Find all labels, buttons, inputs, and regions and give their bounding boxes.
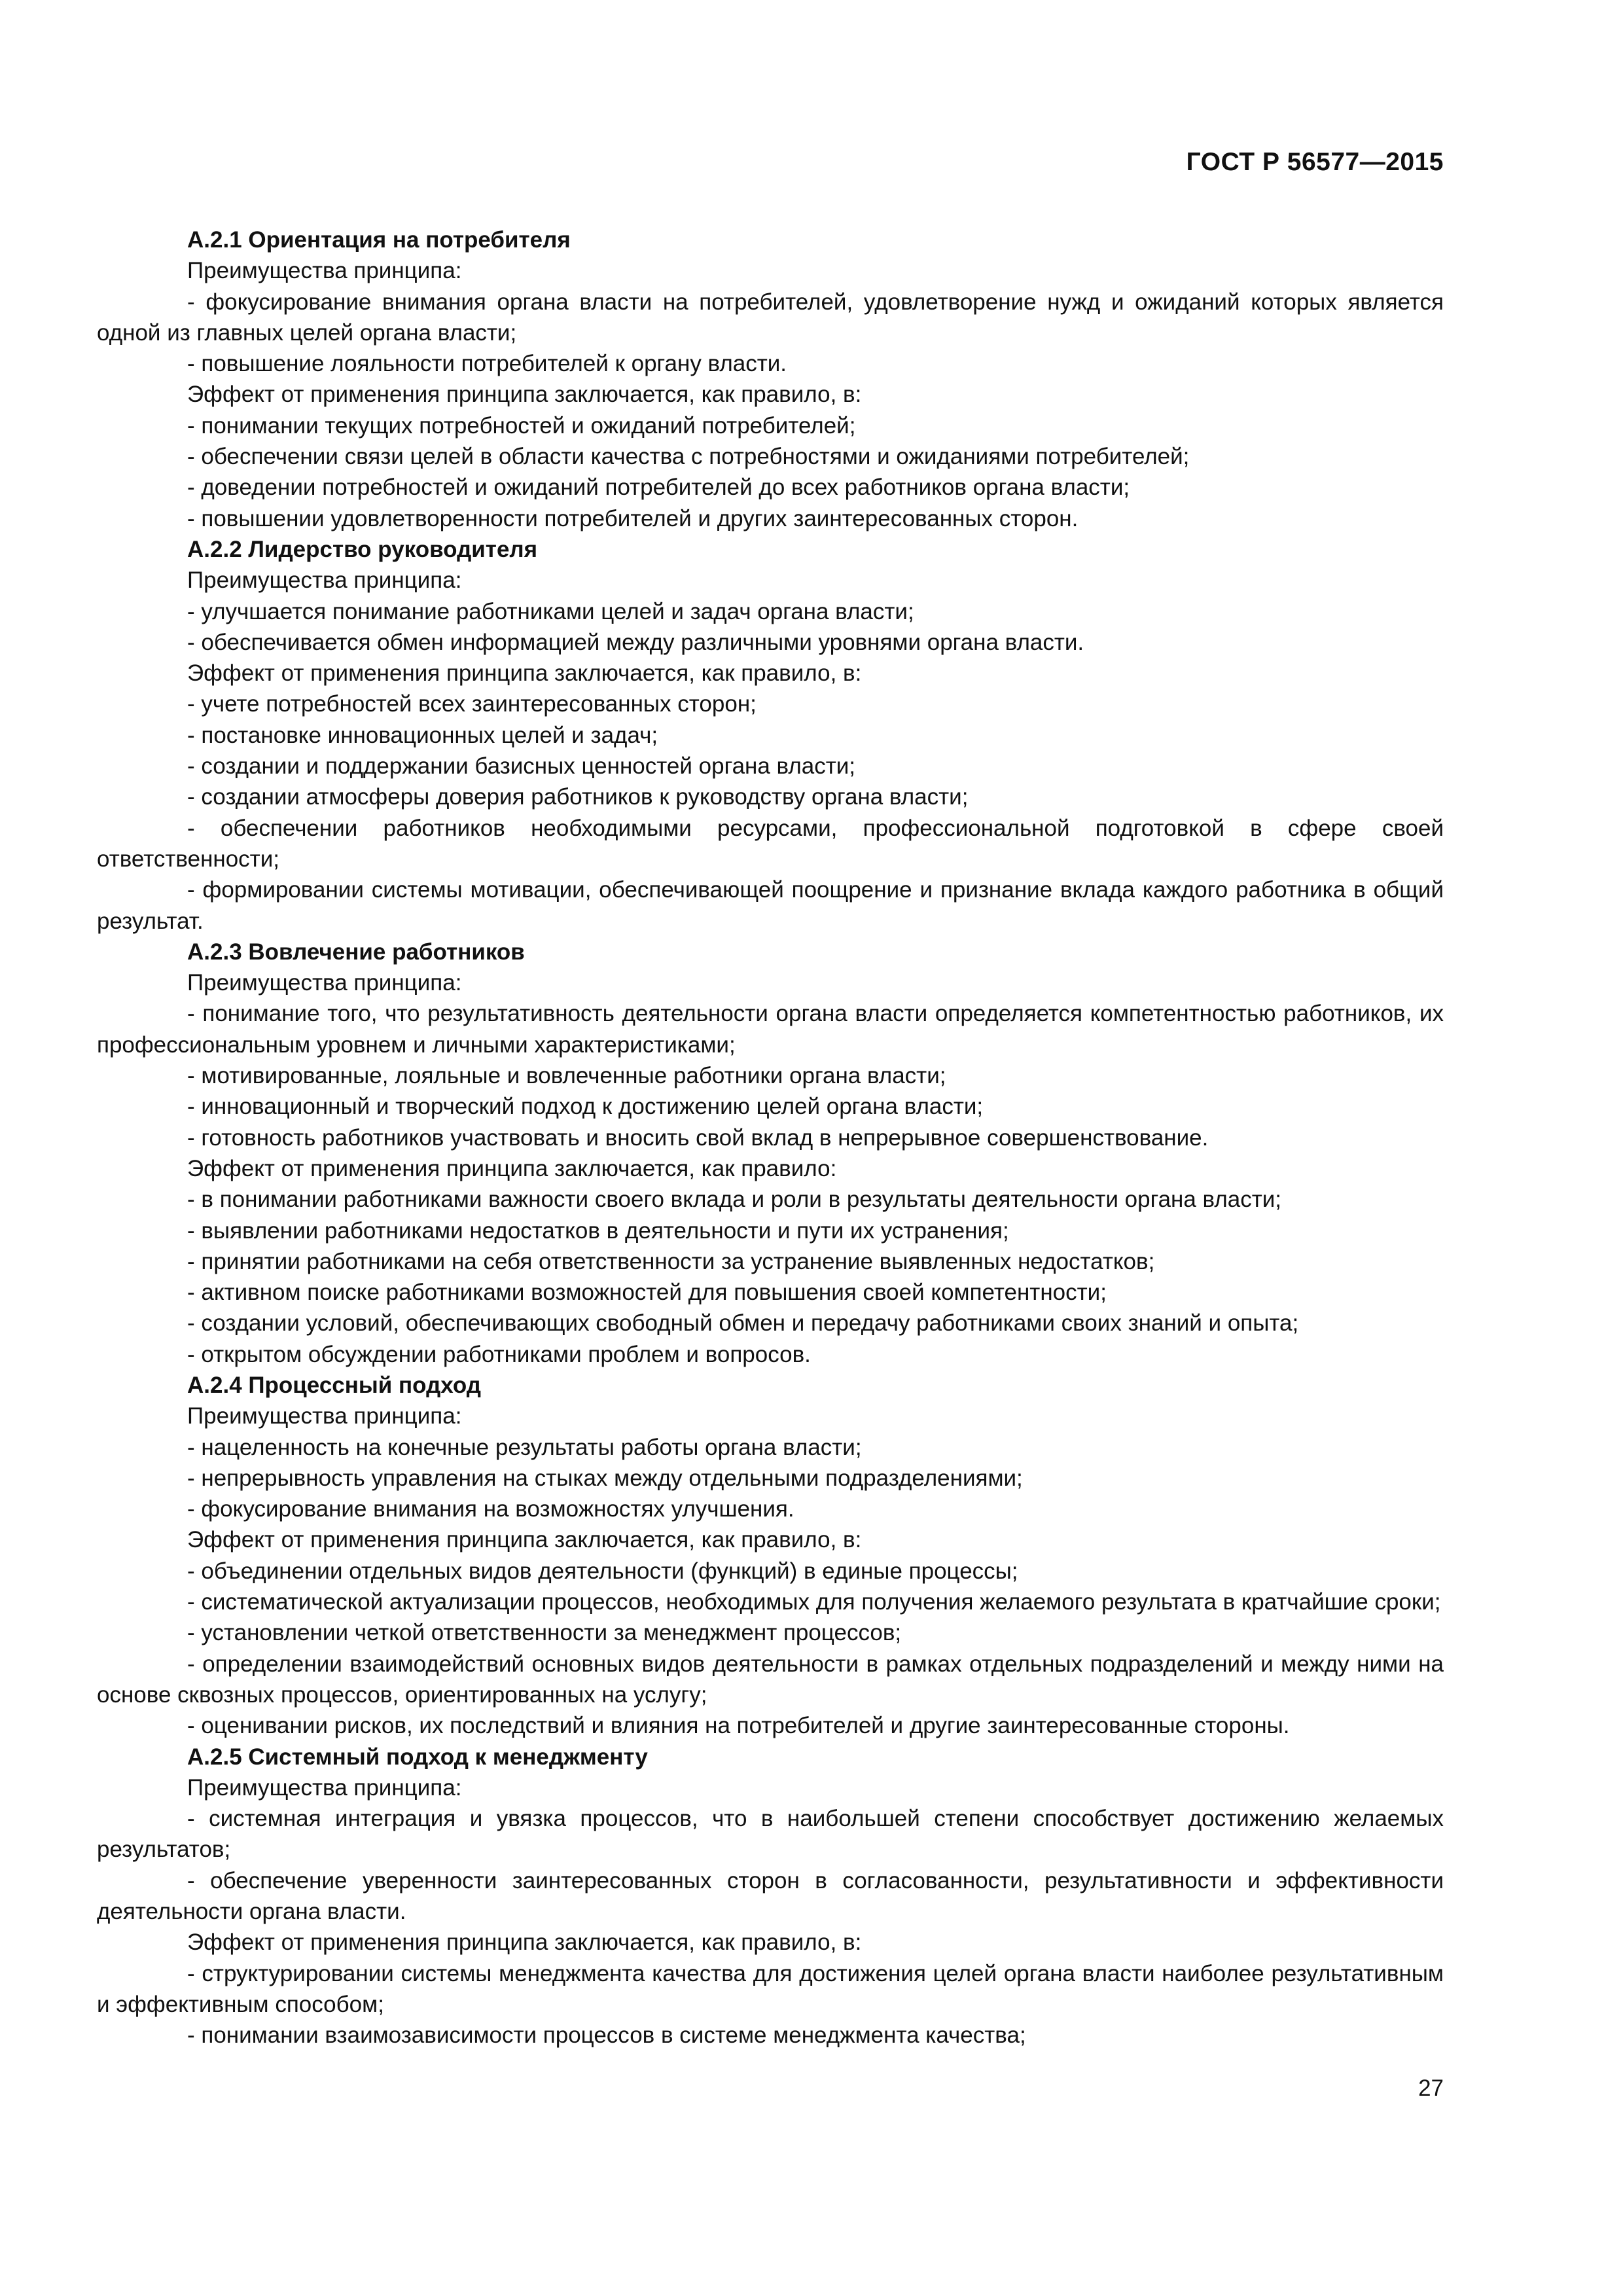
paragraph: Преимущества принципа:	[187, 567, 462, 594]
paragraph: - понимании текущих потребностей и ожиданий потребителей;	[187, 412, 856, 439]
paragraph: Эффект от применения принципа заключается, как правило, в:	[187, 1527, 862, 1553]
paragraph: - системная интеграция и увязка процессов, что в наибольшей степени способствует достижению желаемых результатов;	[97, 1806, 1444, 1863]
paragraph: - понимании взаимозависимости процессов в системе менеджмента качества;	[187, 2022, 1026, 2049]
paragraph: - постановке инновационных целей и задач;	[187, 722, 658, 748]
document-body	[97, 224, 1444, 2051]
paragraph: - доведении потребностей и ожиданий потребителей до всех работников органа власти;	[187, 475, 1130, 501]
paragraph: - определении взаимодействий основных видов деятельности в рамках отдельных подразделений и между ними на основе сквозных процессов, ориентированных на услугу;	[97, 1651, 1444, 1708]
paragraph: - фокусирование внимания на возможностях улучшения.	[187, 1496, 794, 1522]
paragraph: - формировании системы мотивации, обеспечивающей поощрение и признание вклада каждого работника в общий результат.	[97, 877, 1444, 934]
paragraph: - установлении четкой ответственности за менеджмент процессов;	[187, 1620, 902, 1646]
paragraph: Преимущества принципа:	[187, 258, 462, 284]
paragraph: Преимущества принципа:	[187, 1774, 462, 1801]
paragraph: Эффект от применения принципа заключается, как правило, в:	[187, 660, 862, 687]
section-heading: А.2.5 Системный подход к менеджменту	[187, 1744, 648, 1770]
paragraph: - понимание того, что результативность деятельности органа власти определяется компетентностью работников, их профессиональным уровнем и личными характеристиками;	[97, 1001, 1444, 1058]
paragraph: Преимущества принципа:	[187, 1403, 462, 1429]
paragraph: - создании атмосферы доверия работников к руководству органа власти;	[187, 784, 969, 810]
paragraph: - обеспечение уверенности заинтересованных сторон в согласованности, результативности и эффективности деятельности органа власти.	[97, 1867, 1444, 1925]
section-heading: А.2.3 Вовлечение работников	[187, 939, 525, 965]
paragraph: - оценивании рисков, их последствий и влияния на потребителей и другие заинтересованные стороны.	[187, 1713, 1290, 1739]
paragraph: - мотивированные, лояльные и вовлеченные работники органа власти;	[187, 1063, 946, 1089]
paragraph: - активном поиске работниками возможностей для повышения своей компетентности;	[187, 1280, 1107, 1306]
paragraph: - создании и поддержании базисных ценностей органа власти;	[187, 753, 856, 780]
document-code: ГОСТ Р 56577—2015	[1186, 148, 1444, 176]
paragraph: Эффект от применения принципа заключается, как правило, в:	[187, 382, 862, 408]
paragraph: - непрерывность управления на стыках между отдельными подразделениями;	[187, 1465, 1023, 1491]
paragraph: - обеспечивается обмен информацией между различными уровнями органа власти.	[187, 629, 1084, 655]
paragraph: - открытом обсуждении работниками проблем и вопросов.	[187, 1341, 811, 1367]
paragraph: - в понимании работниками важности своего вклада и роли в результаты деятельности органа власти;	[187, 1187, 1282, 1213]
paragraph: - объединении отдельных видов деятельности (функций) в единые процессы;	[187, 1558, 1018, 1584]
section-heading: А.2.2 Лидерство руководителя	[187, 536, 538, 562]
paragraph: - учете потребностей всех заинтересованных сторон;	[187, 691, 757, 717]
paragraph: - выявлении работниками недостатков в деятельности и пути их устранения;	[187, 1217, 1009, 1244]
paragraph: Преимущества принципа:	[187, 970, 462, 996]
paragraph: - повышение лояльности потребителей к органу власти.	[187, 351, 787, 377]
paragraph: - нацеленность на конечные результаты работы органа власти;	[187, 1434, 862, 1460]
paragraph: Эффект от применения принципа заключается, как правило, в:	[187, 1929, 862, 1956]
paragraph: Эффект от применения принципа заключается, как правило:	[187, 1155, 837, 1181]
paragraph: - обеспечении работников необходимыми ресурсами, профессиональной подготовкой в сфере своей ответственности;	[97, 815, 1444, 872]
paragraph: - создании условий, обеспечивающих свободный обмен и передачу работниками своих знаний и опыта;	[187, 1310, 1299, 1336]
paragraph: - готовность работников участвовать и вносить свой вклад в непрерывное совершенствование.	[187, 1124, 1209, 1151]
section-heading: А.2.4 Процессный подход	[187, 1372, 482, 1398]
page-number: 27	[1418, 2075, 1444, 2101]
paragraph: - структурировании системы менеджмента качества для достижения целей органа власти наиболее результативным и эффективным способом;	[97, 1960, 1444, 2017]
paragraph: - фокусирование внимания органа власти на потребителей, удовлетворение нужд и ожиданий которых является одной из главных целей органа власти;	[97, 289, 1444, 346]
paragraph: - повышении удовлетворенности потребителей и других заинтересованных сторон.	[187, 505, 1079, 531]
paragraph: - систематической актуализации процессов, необходимых для получения желаемого результата в кратчайшие сроки;	[187, 1589, 1441, 1615]
section-heading: А.2.1 Ориентация на потребителя	[187, 227, 571, 253]
paragraph: - обеспечении связи целей в области качества с потребностями и ожиданиями потребителей;	[187, 444, 1190, 470]
paragraph: - инновационный и творческий подход к достижению целей органа власти;	[187, 1094, 984, 1120]
paragraph: - улучшается понимание работниками целей и задач органа власти;	[187, 598, 914, 624]
paragraph: - принятии работниками на себя ответственности за устранение выявленных недостатков;	[187, 1248, 1155, 1274]
